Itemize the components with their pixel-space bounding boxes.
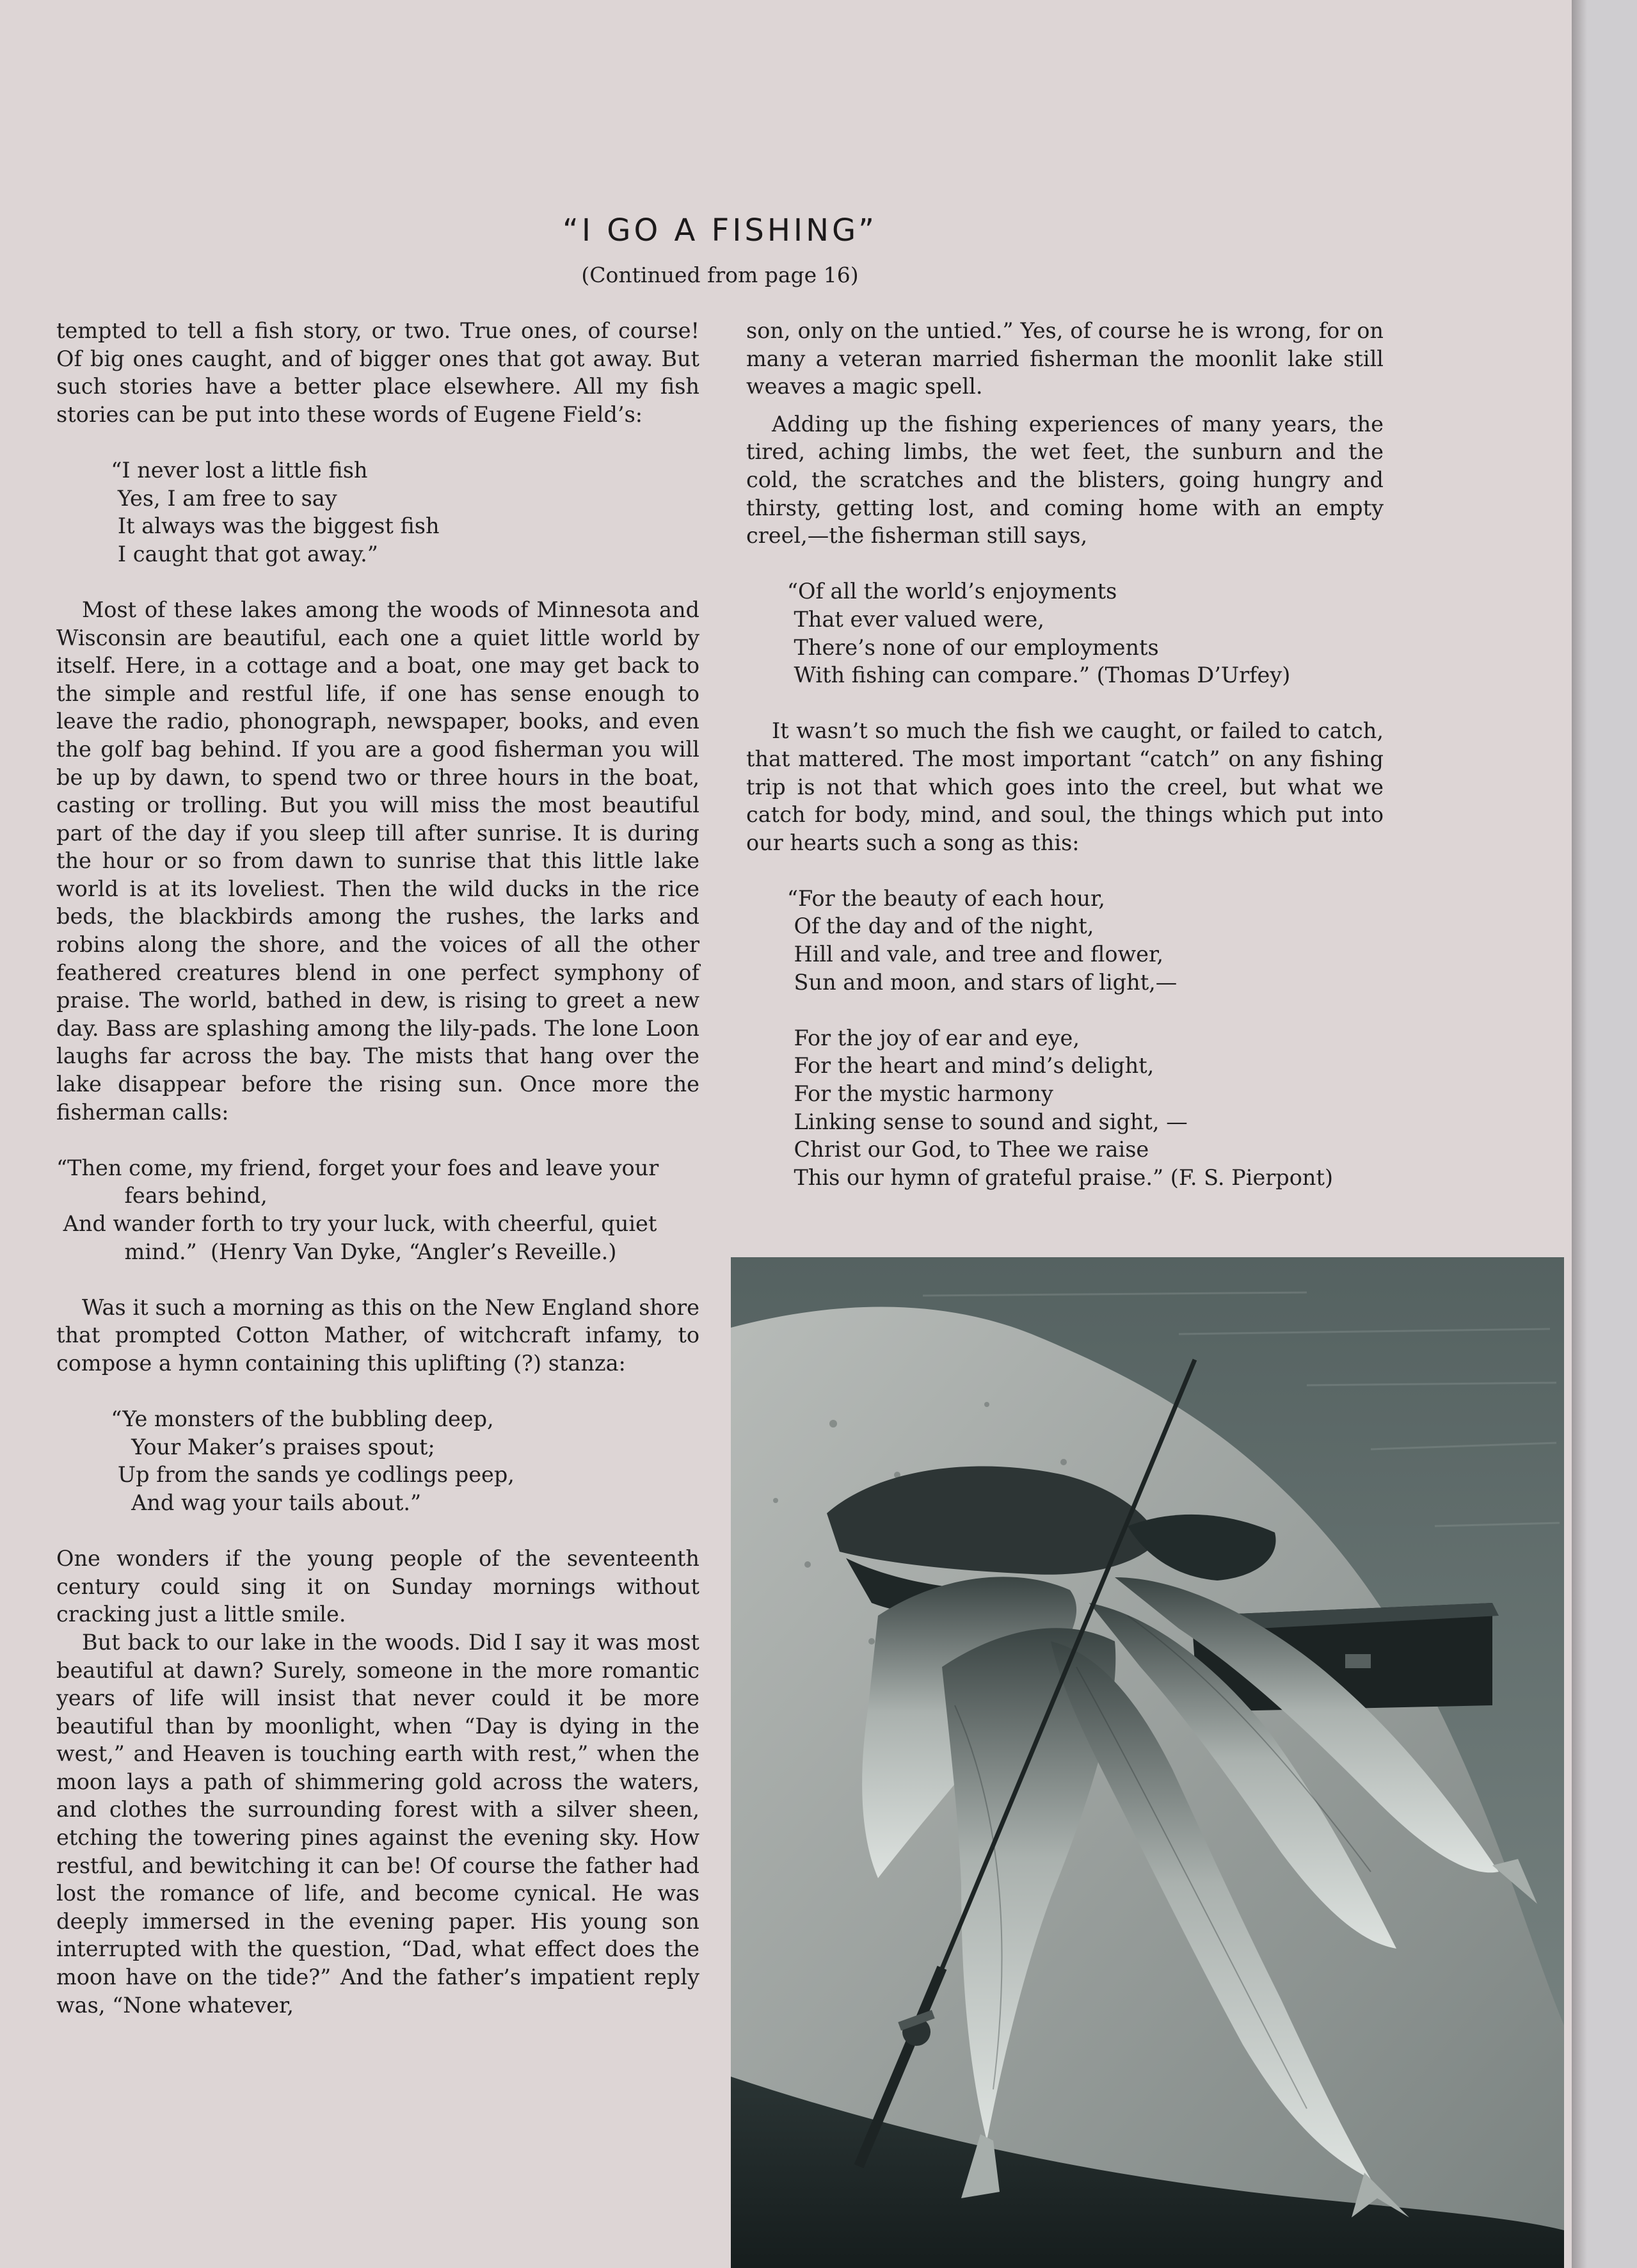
verse-quote: “Then come, my friend, forget your foes and leave your fears behind, And wander forth to try your luck, with cheerful, quiet mind.” (Henry Van Dyke, “Angler’s Reveille.) — [56, 1155, 659, 1264]
fish-catch-photo-icon — [731, 1257, 1564, 2268]
left-column — [56, 317, 699, 2019]
spacer — [56, 568, 699, 596]
verse-quote: “Of all the world’s enjoyments That ever valued were, There’s none of our employments With fishing can compare.” (Thomas D’Urfey) — [787, 579, 1291, 688]
body-paragraph: But back to our lake in the woods. Did I say it was most beautiful at dawn? Surely, someone in the more romantic years of life will insist that never could it be more beautiful than by moonlight, when “Day is dying in the west,” and Heaven is touching earth with rest,” when the moon lays a path of shimmering gold across the waters, and clothes the surrounding forest with a silver sheen, etching the towering pines against the evening sky. How restful, and bewitching it can be! Of course the father had lost the romance of life, and become cynical. He was deeply immersed in the evening paper. His young son interrupted with the question, “Dad, what effect does the moon have on the tide?” And the father’s impatient reply was, “None whatever, — [56, 1629, 699, 2018]
body-paragraph: tempted to tell a fish story, or two. True ones, of course! Of big ones caught, and of bigger ones that got away. But such stories have a better place elsewhere. All my fish stories can be put into these words of Eugene Field’s: — [56, 318, 699, 427]
body-paragraph: Adding up the fishing experiences of many years, the tired, aching limbs, the wet feet, the sunburn and the cold, the scratches and the blisters, going hungry and thirsty, getting lost, and coming home with an empty creel,—the fisherman still says, — [746, 411, 1384, 549]
spacer — [56, 1517, 699, 1545]
verse-quote: “For the beauty of each hour, Of the day and of the night, Hill and vale, and tree and flower, Sun and moon, and stars of light,— For the joy of ear and eye, For the heart and mind’s delight, For the mystic harmony Linking sense to sound and sight, — Christ our God, to Thee we raise This our hymn of grateful praise.” (F. S. Pierpont) — [787, 885, 1334, 1190]
body-paragraph: Most of these lakes among the woods of Minnesota and Wisconsin are beautiful, each one a quiet little world by itself. Here, in a cottage and a boat, one may get back to the simple and restful life, if one has sense enough to leave the radio, phonograph, newspaper, books, and even the golf bag behind. If you are a good fisherman you will be up by dawn, to spend two or three hours in the boat, casting or trolling. But you will miss the most beautiful part of the day if you sleep till after sunrise. It is during the hour or so from dawn to sunrise that this little lake world is at its loveliest. Then the wild ducks in the rice beds, the blackbirds among the rushes, the larks and robins along the shore, and the voices of all the other feathered creatures blend in one perfect symphony of praise. The world, bathed in dew, is rising to greet a new day. Bass are splashing among the lily-pads. The lone Loon laughs far across the bay. The mists that hang over the lake disappear before the rising sun. Once more the fisherman calls: — [56, 597, 699, 1125]
verse-quote: “Ye monsters of the bubbling deep, Your Maker’s praises spout; Up from the sands ye codlings peep, And wag your tails about.” — [111, 1406, 515, 1515]
fishing-photo — [731, 1257, 1564, 2268]
article-title: “I GO A FISHING” — [562, 213, 877, 248]
body-paragraph: One wonders if the young people of the seventeenth century could sing it on Sunday mornings without cracking just a little smile. — [56, 1546, 699, 1627]
spacer — [56, 1378, 699, 1406]
page-edge — [1572, 0, 1587, 2268]
body-paragraph: son, only on the untied.” Yes, of course he is wrong, for on many a veteran married fisherman the moonlit lake still weaves a magic spell. — [746, 318, 1384, 399]
article-subtitle: (Continued from page 16) — [581, 262, 859, 287]
spacer — [746, 550, 1384, 578]
spacer — [746, 689, 1384, 718]
body-paragraph: It wasn’t so much the fish we caught, or failed to catch, that mattered. The most important “catch” on any fishing trip is not that which goes into the creel, but what we catch for body, mind, and soul, the things which put into our hearts such a song as this: — [746, 718, 1384, 855]
spacer — [746, 857, 1384, 885]
spacer — [56, 1266, 699, 1294]
spacer — [56, 1126, 699, 1154]
right-column — [746, 317, 1384, 1191]
body-paragraph: Was it such a morning as this on the New England shore that prompted Cotton Mather, of witchcraft infamy, to compose a hymn containing this uplifting (?) stanza: — [56, 1294, 699, 1376]
spacer — [56, 428, 699, 456]
spacer — [746, 401, 1384, 410]
verse-quote: “I never lost a little fish Yes, I am free to say It always was the biggest fish I caught that got away.” — [111, 457, 440, 567]
